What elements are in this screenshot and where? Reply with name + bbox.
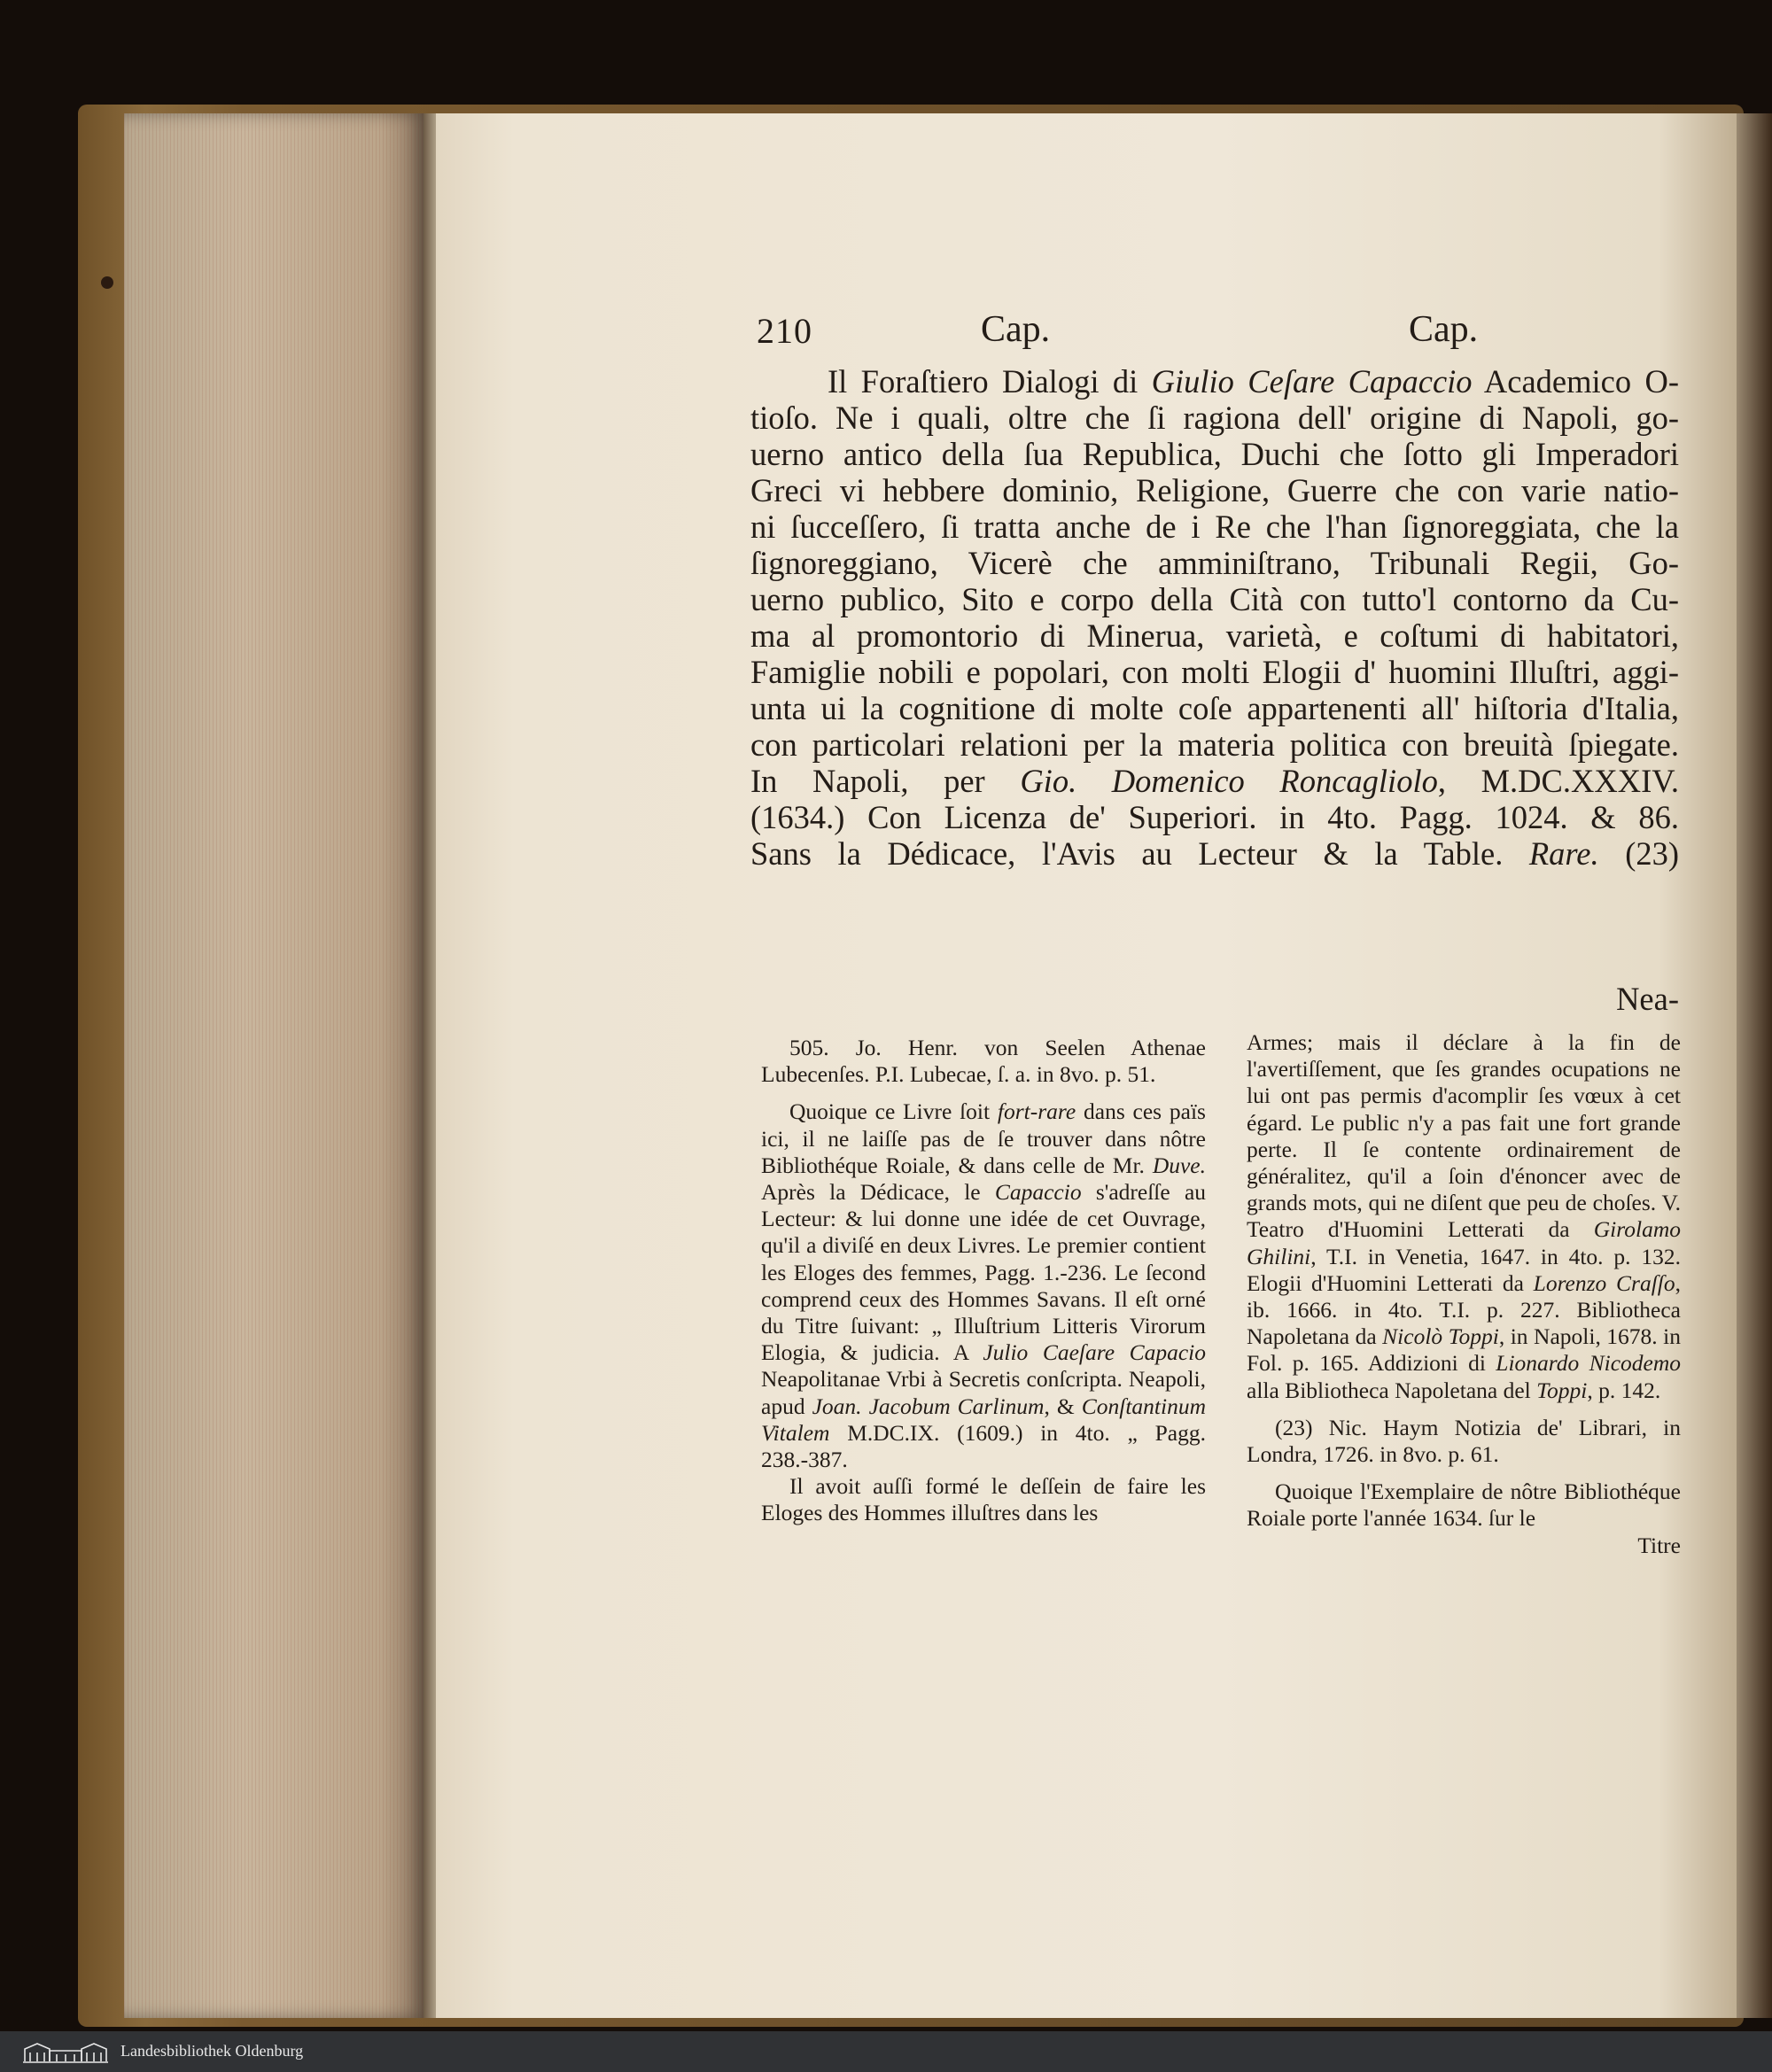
main-line: unta ui la cognitione di molte coſe appartenenti all' hiſtoria d'Italia, <box>750 690 1679 726</box>
main-line: con particolari relationi per la materia politica con breuità ſpiegate. <box>750 726 1679 763</box>
entry-505: 505. Jo. Henr. von Seelen Athenae Lubecenſes. P.I. Lubecae, ſ. a. in 8vo. p. 51. <box>761 1035 1206 1088</box>
author-name: Giulio Ceſare Capaccio <box>1151 363 1473 400</box>
book-page <box>436 113 1737 2018</box>
left-paragraph-2: Il avoit auſſi formé le deſſein de faire les Eloges des Hommes illuſtres dans les <box>761 1473 1206 1526</box>
main-entry <box>750 363 1679 872</box>
main-line: In Napoli, per Gio. Domenico Roncagliolo, M.DC.XXXIV. <box>750 763 1679 799</box>
main-line: Sans la Dédicace, l'Avis au Lecteur & la Table. Rare. (23) <box>750 835 1680 872</box>
page-number: 210 <box>757 311 812 351</box>
printer-name: Gio. Domenico Roncagliolo <box>1020 763 1438 799</box>
rare-label: Rare. <box>1528 835 1599 872</box>
main-line: Il Foraſtiero Dialogi di Giulio Ceſare Capaccio Academico O- <box>828 363 1679 400</box>
main-line: tioſo. Ne i quali, oltre che ſi ragiona dell' origine di Napoli, go- <box>750 400 1679 436</box>
library-building-icon <box>21 2038 110 2065</box>
main-line: ſignoreggiano, Vicerè che amminiſtrano, Tribunali Regii, Go- <box>750 545 1679 581</box>
main-line: (1634.) Con Licenza de' Superiori. in 4to. Pagg. 1024. & 86. <box>750 799 1679 835</box>
main-line: ni ſucceſſero, ſi tratta anche de i Re che l'han ſignoreggiata, che la <box>750 508 1679 545</box>
main-line: ma al promontorio di Minerua, varietà, e coſtumi di habitatori, <box>750 617 1679 654</box>
left-column <box>761 1035 1206 1527</box>
spine-mark <box>101 276 113 289</box>
main-line: Greci vi hebbere dominio, Religione, Guerre che con varie natio- <box>750 472 1679 508</box>
right-paragraph-1: Armes; mais il déclare à la fin de l'avertiſſement, que ſes grandes ocupations ne lui ont pas permis d'acomplir ſes vœux à cet égard. Le public n'y a pas fait une fort grande perte. Il ſe contente ordinairement de généralitez, qu'il a ſoin d'énoncer avec de grands mots, qui ne diſent que peu de choſes. V. Teatro d'Huomini Letterati da Girolamo Ghilini, T.I. in Venetia, 1647. in 4to. p. 132. Elogii d'Huomini Letterati da Lorenzo Craſſo, ib. 1666. in 4to. T.I. p. 227. Bibliotheca Napoletana da Nicolò Toppi, in Napoli, 1678. in Fol. p. 165. Addizioni di Lionardo Nicodemo alla Bibliotheca Napoletana del Toppi, p. 142. <box>1247 1029 1682 1403</box>
left-paragraph-1: Quoique ce Livre ſoit fort-rare dans ces païs ici, il ne laiſſe pas de ſe trouver dans nôtre Bibliothéque Roiale, & dans celle de Mr. Duve. Après la Dédicace, le Capaccio s'adreſſe au Lecteur: & lui donne une idée de cet Ouvrage, qu'il a diviſé en deux Livres. Le premier contient les Eloges des femmes, Pagg. 1.-236. Le ſecond comprend ceux des Hommes Savans. Il eſt orné du Titre ſuivant: „ Illuſtrium Litteris Virorum Elogia, & judicia. A Julio Caeſare Capacio Neapolitanae Vrbi à Secretis conſcripta. Neapoli, apud Joan. Jacobum Carlinum, & Conſtantinum Vitalem M.DC.IX. (1609.) in 4to. „ Pagg. 238.-387. <box>761 1098 1207 1473</box>
right-column <box>1247 1029 1681 1559</box>
catchword-right: Titre <box>1637 1532 1681 1558</box>
footer-bar <box>0 2031 1772 2072</box>
library-name: Landesbibliothek Oldenburg <box>120 2042 304 2060</box>
main-line: uerno publico, Sito e corpo della Cità con tutto'l contorno da Cu- <box>750 581 1679 617</box>
main-line: Famiglie nobili e popolari, con molti Elogii d' huomini Illuſtri, aggi- <box>750 654 1679 690</box>
page-edges <box>124 113 425 2018</box>
catchword-main: Nea- <box>1616 981 1679 1017</box>
running-head-center: Cap. <box>981 309 1051 350</box>
main-line: uerno antico della ſua Republica, Duchi che ſotto gli Imperadori <box>750 436 1679 472</box>
footnote-23: (23) Nic. Haym Notizia de' Librari, in Londra, 1726. in 8vo. p. 61. <box>1247 1414 1681 1468</box>
running-head-right: Cap. <box>1409 309 1479 350</box>
right-paragraph-2: Quoique l'Exemplaire de nôtre Bibliothéque Roiale porte l'année 1634. ſur le <box>1247 1478 1681 1532</box>
